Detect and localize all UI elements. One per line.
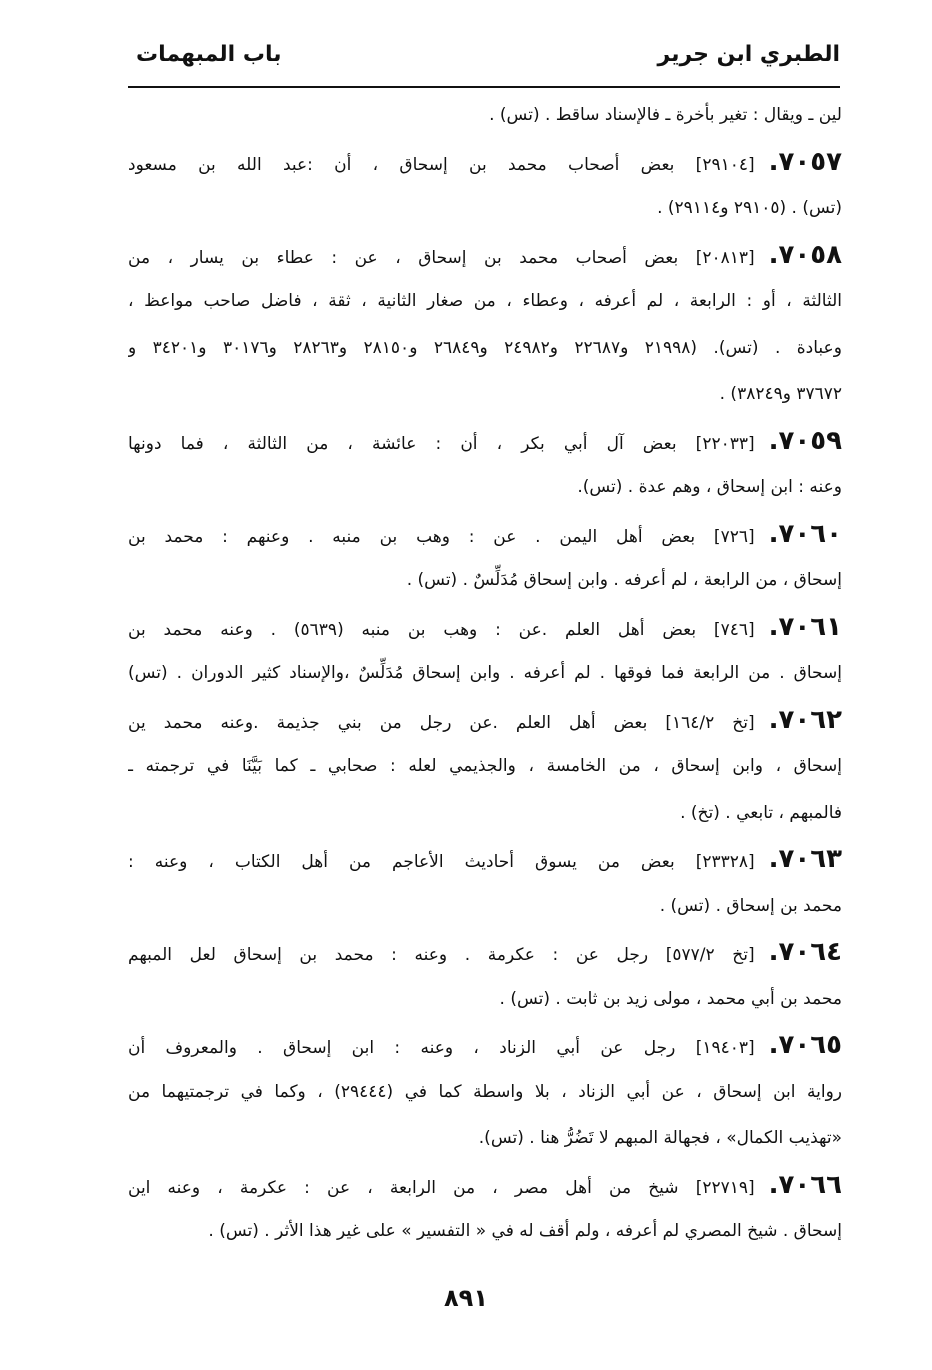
entry-text: [تخ ١٦٤/٢] بعض أهل العلم .عن رجل من بني جذيمة .وعنه محمد ين <box>128 712 755 733</box>
text-line <box>128 836 842 883</box>
entry-text: رواية ابن إسحاق ، عن أبي الزناد ، بلا واسطة كما في (٢٩٤٤٤) ، وكما في ترجمتيهما من <box>128 1081 842 1102</box>
text-line <box>128 371 842 418</box>
text-line <box>128 139 842 186</box>
page-number: ٨٩١ <box>444 1284 488 1312</box>
entry-text: محمد بن إسحاق . (تس) . <box>659 895 842 916</box>
text-line <box>128 1069 842 1116</box>
entry-text: محمد بن أبي محمد ، مولى زيد بن ثابت . (تس) . <box>499 988 842 1009</box>
entry-number: ٧٠٥٩. <box>768 425 842 456</box>
header-chapter-title: باب المبهمات <box>136 42 282 67</box>
entry-number: ٧٠٦٢. <box>768 704 842 735</box>
entry-text: الثالثة ، أو : الرابعة ، لم أعرفه ، وعطاء ، من صغار الثانية ، ثقة ، فاضل صاحب مواعظ ، <box>128 291 842 311</box>
text-line <box>128 743 842 790</box>
entry-text: [تخ ٥٧٧/٢] رجل عن : عكرمة . وعنه : محمد بن إسحاق لعل المبهم <box>128 945 755 965</box>
header-book-title: الطبري ابن جرير <box>657 42 840 67</box>
text-line <box>128 325 842 372</box>
entry-number: ٧٠٦٥. <box>768 1030 842 1060</box>
text-line <box>128 418 842 465</box>
text-line <box>128 1022 842 1069</box>
entry-text: إسحاق ، من الرابعة ، لم أعرفه . وابن إسحاق مُدَلِّسٌ . (تس) . <box>406 570 842 590</box>
entry-number: ٧٠٦٤. <box>768 937 842 967</box>
text-line <box>128 976 842 1023</box>
entry-number: ٧٠٦٠. <box>768 518 842 549</box>
entry-text: [٢٠٨١٣] بعض أصحاب محمد بن إسحاق ، عن : عطاء بن يسار ، من <box>128 247 755 268</box>
entry-text: [١٩٤٠٣] رجل عن أبي الزناد ، وعنه : ابن إسحاق . والمعروف أن <box>128 1038 755 1058</box>
text-line <box>128 697 842 744</box>
entry-text: ٣٧٦٧٢ و٣٨٢٤٩) . <box>719 384 842 404</box>
body-text <box>128 92 842 1255</box>
entry-text: [٧٤٦] بعض أهل العلم .عن : وهب بن منبه (٥٦٣٩) . وعنه محمد بن <box>128 619 755 640</box>
entry-number: ٧٠٦٦. <box>768 1169 842 1200</box>
text-line <box>128 92 842 139</box>
text-line <box>128 557 842 604</box>
text-line <box>128 511 842 558</box>
text-line <box>128 883 842 930</box>
entry-text: (تس) . (٢٩١٠٥ و٢٩١١٤) . <box>657 198 842 218</box>
header-rule <box>128 86 840 88</box>
text-line <box>128 185 842 232</box>
entry-text: إسحاق . من الرابعة فما فوقها . لم أعرفه . وابن إسحاق مُدَلِّسٌ ،والإسناد كثير الدوران . (تس) <box>128 663 842 683</box>
entry-text: [٢٣٣٢٨] بعض من يسوق أحاديث الأعاجم من أهل الكتاب ، وعنه : <box>128 852 755 872</box>
text-line <box>128 1208 842 1255</box>
entry-text: إسحاق . شيخ المصري لم أعرفه ، ولم أقف له في « التفسير » على غير هذا الأثر . (تس) . <box>208 1221 842 1241</box>
entry-text: إسحاق ، وابن إسحاق ، من الخامسة ، والجذيمي لعله : صحابي ـ كما بَيَّنَا في ترجمته ـ <box>128 756 842 776</box>
entry-text: [٧٢٦] بعض أهل اليمن . عن : وهب بن منبه . وعنهم : محمد بن <box>128 526 755 547</box>
text-line <box>128 1162 842 1209</box>
entry-number: ٧٠٦١. <box>768 611 842 642</box>
text-line <box>128 790 842 837</box>
entry-text: [٢٢٠٣٣] بعض آل أبي بكر ، أن : عائشة ، من الثالثة ، فما دونها <box>128 433 755 454</box>
text-line <box>128 604 842 651</box>
text-line <box>128 929 842 976</box>
entry-text: فالمبهم ، تابعي . (تخ) . <box>680 802 842 823</box>
entry-text: لين ـ ويقال : تغير بأخرة ـ فالإسناد ساقط . (تس) . <box>489 105 842 125</box>
entry-number: ٧٠٦٣. <box>768 844 842 874</box>
entry-text: وعنه : ابن إسحاق ، وهم عدة . (تس). <box>577 477 842 497</box>
entry-text: وعبادة . (تس). (٢١٩٩٨ و٢٢٦٨٧ و٢٤٩٨٢ و٢٦٨٤٩ و٢٨١٥٠ و٢٨٢٦٣ و٣٠١٧٦ و٣٤٢٠١ و <box>128 337 842 358</box>
entry-number: ٧٠٥٨. <box>768 239 842 270</box>
entry-text: «تهذيب الكمال» ، فجهالة المبهم لا تَضُرُّ هنا . (تس). <box>478 1128 842 1148</box>
text-line <box>128 650 842 697</box>
text-line <box>128 1115 842 1162</box>
text-line <box>128 464 842 511</box>
running-header <box>128 38 840 78</box>
text-line <box>128 278 842 325</box>
text-line <box>128 232 842 279</box>
entry-text: [٢٢٧١٩] شيخ من أهل مصر ، من الرابعة ، عن : عكرمة ، وعنه اين <box>128 1177 755 1198</box>
entry-text: [٢٩١٠٤] بعض أصحاب محمد بن إسحاق ، أن :عبد الله بن مسعود <box>128 154 755 175</box>
entry-number: ٧٠٥٧. <box>768 146 842 177</box>
